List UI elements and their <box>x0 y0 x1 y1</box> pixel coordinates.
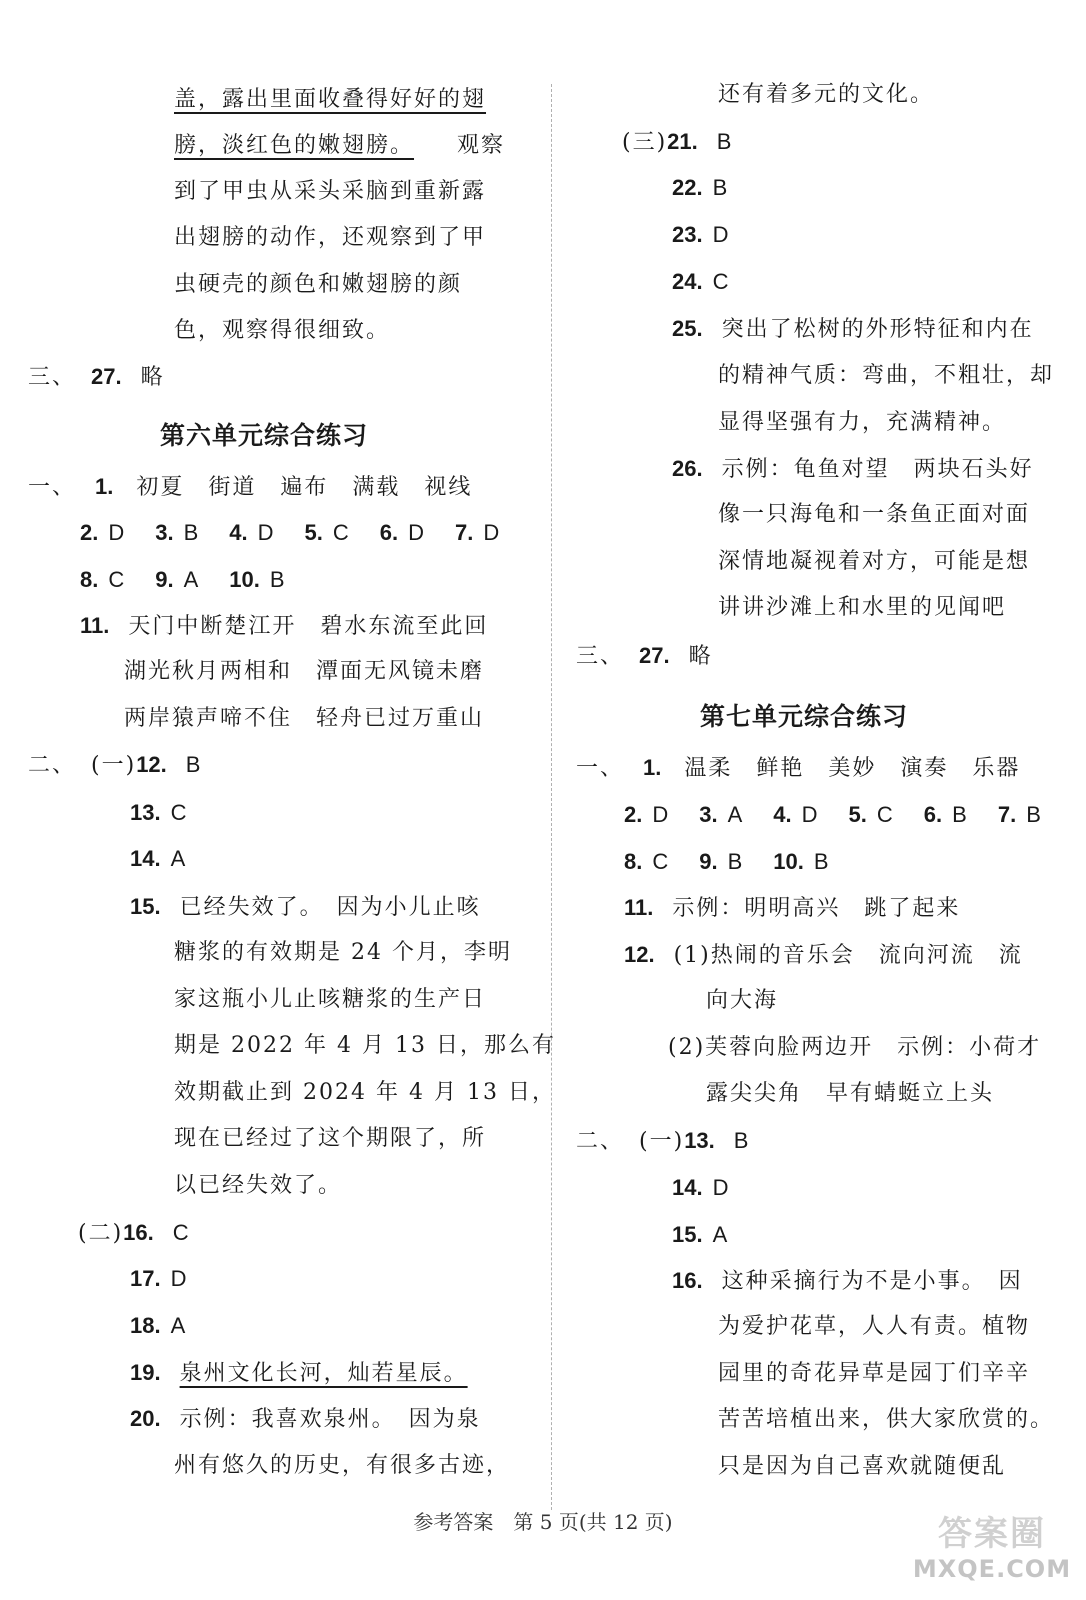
answer-text: 示例：我喜欢泉州。 因为泉 <box>179 1407 481 1432</box>
question-19-line <box>130 1358 468 1389</box>
answer-line: 现在已经过了这个期限了，所 <box>174 1126 487 1151</box>
question-12-line <box>28 750 200 781</box>
question-23-line <box>672 220 728 251</box>
question-number: 2. <box>624 802 643 827</box>
answer-line: 为爱护花草，人人有责。植物 <box>718 1314 1031 1339</box>
choice-answer: B <box>716 129 732 154</box>
choice-answer: C <box>108 567 125 592</box>
question-number: 23. <box>672 222 703 247</box>
answer-line: 露尖尖角 早有蜻蜓立上头 <box>706 1081 995 1106</box>
choice-answer: C <box>332 520 349 545</box>
answer-line: 像一只海龟和一条鱼正面对面 <box>718 502 1031 527</box>
choice-answer: D <box>801 802 818 827</box>
question-number: 27. <box>91 364 122 389</box>
section-label: 一、 <box>28 475 77 500</box>
question-number: 6. <box>923 802 943 827</box>
question-20-line <box>130 1404 481 1435</box>
question-number: 22. <box>672 175 703 200</box>
section-label: 二、 <box>576 1129 625 1154</box>
question-number: 7. <box>455 520 474 545</box>
section-label: 二、 <box>28 753 77 778</box>
question-number: 4. <box>773 802 792 827</box>
question-number: 26. <box>672 456 703 481</box>
question-number: 16. <box>672 1268 703 1293</box>
answer-text: 温柔 鲜艳 美妙 演奏 乐器 <box>684 756 1021 781</box>
answer-text: 已经失效了。 因为小儿止咳 <box>179 895 481 920</box>
choice-answer: D <box>257 520 274 545</box>
answer-line: 州有悠久的历史，有很多古迹， <box>174 1453 511 1478</box>
answer-line: 盖，露出里面收叠得好好的翅 <box>174 87 487 112</box>
question-26-line <box>672 454 1034 485</box>
answer-text: 示例：明明高兴 跳了起来 <box>672 896 961 921</box>
answer-line: 以已经失效了。 <box>174 1173 343 1198</box>
site-watermark <box>912 1506 1072 1586</box>
choice-row <box>80 565 285 596</box>
question-number: 14. <box>130 846 161 871</box>
choice-row <box>80 518 499 549</box>
question-1-line <box>28 472 472 503</box>
choice-answer: A <box>712 1222 728 1247</box>
answer-line: 到了甲虫从采头采脑到重新露 <box>174 179 487 204</box>
question-24-line <box>672 267 728 298</box>
question-number: 15. <box>130 894 161 919</box>
question-number: 24. <box>672 269 703 294</box>
question-15-line <box>130 892 481 923</box>
part-label: (二) <box>78 1221 124 1246</box>
choice-answer: D <box>408 520 425 545</box>
answer-text: 略 <box>140 365 165 390</box>
question-number: 1. <box>643 755 662 780</box>
question-21-line <box>622 127 731 158</box>
answer-line: 色，观察得很细致。 <box>174 318 391 343</box>
underlined-text: 膀，淡红色的嫩翅膀。 <box>174 133 415 158</box>
choice-answer: C <box>712 269 729 294</box>
choice-answer: D <box>483 520 500 545</box>
question-16-line <box>672 1266 1023 1297</box>
question-number: 7. <box>997 802 1017 827</box>
question-number: 12. <box>624 942 655 967</box>
answer-text: 这种采摘行为不是小事。 因 <box>721 1269 1023 1294</box>
choice-answer: B <box>269 567 285 592</box>
answer-text: 观察 <box>457 133 506 158</box>
question-number: 15. <box>672 1222 703 1247</box>
question-12-line <box>624 940 1023 971</box>
answer-line: 期是 2022 年 4 月 13 日，那么有 <box>174 1033 556 1058</box>
section-label: 三、 <box>28 365 77 390</box>
choice-answer: A <box>170 846 186 871</box>
choice-answer: A <box>170 1313 186 1338</box>
question-number: 5. <box>848 802 867 827</box>
question-number: 9. <box>155 567 174 592</box>
question-number: 21. <box>667 129 698 154</box>
question-11-line <box>80 611 488 642</box>
choice-answer: B <box>952 802 967 827</box>
choice-answer: C <box>652 849 669 874</box>
answer-text: 天门中断楚江开 碧水东流至此回 <box>128 614 489 639</box>
question-number: 6. <box>379 520 399 545</box>
question-13-line <box>130 798 186 829</box>
question-number: 3. <box>155 520 174 545</box>
choice-answer: B <box>813 849 829 874</box>
answer-line: 向大海 <box>706 988 779 1013</box>
question-number: 16. <box>123 1220 154 1245</box>
question-25-line <box>672 314 1034 345</box>
unit-6-title: 第六单元综合练习 <box>160 421 369 450</box>
choice-answer: C <box>876 802 893 827</box>
page-footer: 参考答案 第 5 页(共 12 页) <box>413 1510 673 1534</box>
choice-answer: D <box>108 520 125 545</box>
part-label: (一) <box>91 753 137 778</box>
unit-7-title: 第七单元综合练习 <box>700 702 909 731</box>
choice-answer: B <box>183 520 199 545</box>
question-number: 20. <box>130 1406 161 1431</box>
choice-answer: B <box>727 849 743 874</box>
question-14-line <box>130 844 185 875</box>
question-17-line <box>130 1264 186 1295</box>
question-number: 8. <box>624 849 643 874</box>
question-number: 3. <box>699 802 718 827</box>
question-number: 10. <box>229 567 260 592</box>
answer-line: 讲讲沙滩上和水里的见闻吧 <box>718 595 1007 620</box>
section-label: 一、 <box>576 756 625 781</box>
answer-line: 糖浆的有效期是 24 个月，李明 <box>174 940 512 965</box>
section-label: 三、 <box>576 644 625 669</box>
choice-answer: B <box>733 1128 749 1153</box>
question-18-line <box>130 1311 185 1342</box>
choice-answer: D <box>652 802 669 827</box>
choice-answer: C <box>170 800 187 825</box>
column-divider <box>551 84 552 1510</box>
section-3-line <box>28 362 165 393</box>
answer-line <box>174 131 505 161</box>
question-number: 4. <box>229 520 248 545</box>
question-number: 8. <box>80 567 99 592</box>
answer-line: 苦苦培植出来，供大家欣赏的。 <box>718 1407 1055 1432</box>
section-3-line <box>576 641 713 672</box>
answer-line: 只是因为自己喜欢就随便乱 <box>718 1454 1007 1479</box>
choice-answer: C <box>172 1220 189 1245</box>
answer-line: 还有着多元的文化。 <box>718 82 935 107</box>
answer-line: 家这瓶小儿止咳糖浆的生产日 <box>174 987 487 1012</box>
choice-answer: B <box>1026 802 1041 827</box>
choice-answer: D <box>170 1266 187 1291</box>
answer-line: 园里的奇花异草是园丁们辛辛 <box>718 1361 1031 1386</box>
answer-line: 的精神气质：弯曲，不粗壮，却 <box>718 363 1055 388</box>
question-number: 19. <box>130 1360 161 1385</box>
answer-text: (1)热闹的音乐会 流向河流 流 <box>673 943 1023 968</box>
question-number: 11. <box>80 613 110 638</box>
answer-line: 效期截止到 2024 年 4 月 13 日， <box>174 1080 556 1105</box>
question-number: 13. <box>684 1128 715 1153</box>
answer-line: 出翅膀的动作，还观察到了甲 <box>174 225 487 250</box>
watermark-url: MXQE.COM <box>912 1555 1072 1583</box>
question-number: 27. <box>639 643 670 668</box>
underlined-answer: 泉州文化长河，灿若星辰。 <box>179 1361 468 1386</box>
question-number: 9. <box>699 849 718 874</box>
answer-text: 突出了松树的外形特征和内在 <box>721 317 1034 342</box>
question-number: 17. <box>130 1266 161 1291</box>
choice-row <box>624 847 829 878</box>
answer-text: 略 <box>688 644 713 669</box>
question-number: 25. <box>672 316 703 341</box>
answer-text: 示例：龟鱼对望 两块石头好 <box>721 457 1034 482</box>
answer-line: 虫硬壳的颜色和嫩翅膀的颜 <box>174 272 463 297</box>
question-16-line <box>78 1218 189 1249</box>
question-15-line <box>672 1220 727 1251</box>
question-number: 5. <box>304 520 323 545</box>
question-13-line <box>576 1126 748 1157</box>
answer-text: 初夏 街道 遍布 满载 视线 <box>136 475 473 500</box>
question-22-line <box>672 173 727 204</box>
choice-answer: B <box>185 752 201 777</box>
part-label: (三) <box>622 130 668 155</box>
question-number: 14. <box>672 1175 703 1200</box>
question-number: 13. <box>130 800 161 825</box>
choice-row <box>624 800 1041 831</box>
question-number: 10. <box>773 849 804 874</box>
question-number: 12. <box>136 752 167 777</box>
answer-line: 深情地凝视着对方，可能是想 <box>718 549 1031 574</box>
watermark-logo-text: 答案圈 <box>938 1514 1046 1554</box>
part-label: (一) <box>639 1129 685 1154</box>
choice-answer: D <box>712 1175 729 1200</box>
question-14-line <box>672 1173 728 1204</box>
question-number: 2. <box>80 520 99 545</box>
choice-answer: D <box>712 222 729 247</box>
choice-answer: A <box>183 567 199 592</box>
choice-answer: A <box>727 802 743 827</box>
question-number: 1. <box>95 474 114 499</box>
question-number: 18. <box>130 1313 161 1338</box>
question-number: 11. <box>624 895 654 920</box>
answer-line: (2)芙蓉向脸两边开 示例：小荷才 <box>668 1035 1042 1060</box>
answer-line: 显得坚强有力，充满精神。 <box>718 410 1007 435</box>
choice-answer: B <box>712 175 728 200</box>
question-11-line <box>624 893 960 924</box>
answer-line: 湖光秋月两相和 潭面无风镜未磨 <box>124 659 485 684</box>
question-1-line <box>576 753 1020 784</box>
answer-line: 两岸猿声啼不住 轻舟已过万重山 <box>124 706 485 731</box>
